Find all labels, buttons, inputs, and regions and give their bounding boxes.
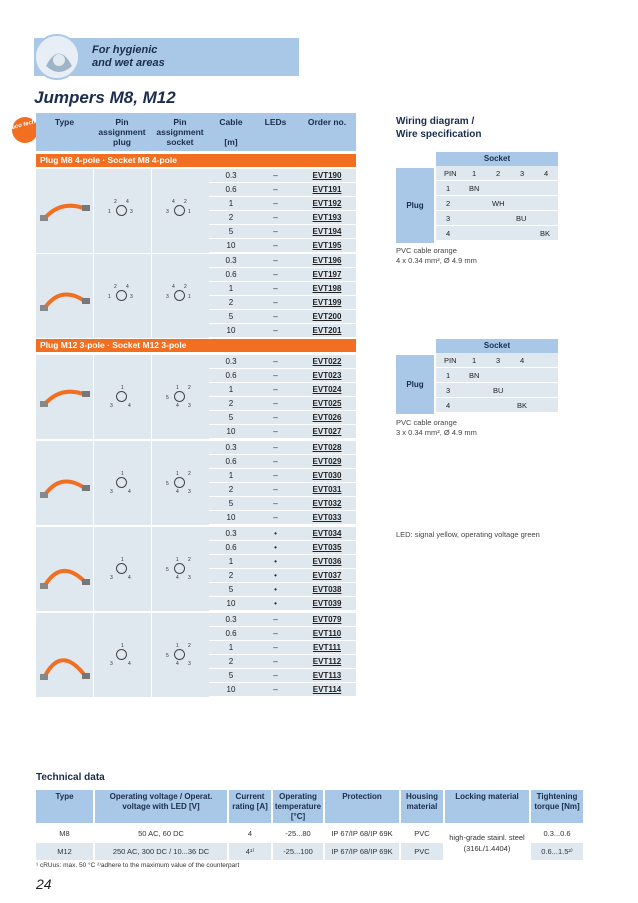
pin-number: 1 bbox=[188, 294, 191, 300]
order-number[interactable]: EVT027 bbox=[312, 427, 342, 436]
table-row bbox=[209, 355, 356, 369]
table-row bbox=[209, 683, 356, 697]
cable-length: 10 bbox=[226, 427, 236, 436]
pin-socket-diagram bbox=[152, 355, 209, 439]
pin-socket-diagram bbox=[152, 441, 209, 525]
pin-number: 3 bbox=[130, 209, 133, 215]
cable-image bbox=[36, 169, 93, 253]
pin-socket-diagram bbox=[152, 169, 209, 253]
cable-length: 0.6 bbox=[225, 457, 237, 466]
table-row bbox=[209, 411, 356, 425]
table-row bbox=[209, 597, 356, 611]
connector-face-icon bbox=[116, 649, 127, 660]
cable-length: 0.3 bbox=[225, 256, 237, 265]
cable-image bbox=[36, 613, 93, 697]
table-row bbox=[209, 527, 356, 541]
led-indicator: – bbox=[273, 685, 278, 694]
tech-header: Tightening torque [Nm] bbox=[531, 790, 583, 823]
led-indicator: – bbox=[273, 284, 278, 293]
cable-length: 0.6 bbox=[225, 185, 237, 194]
pin-number: 5 bbox=[166, 481, 169, 487]
pin-number: 2 bbox=[188, 643, 191, 649]
tech-cell: -25...100 bbox=[273, 843, 323, 860]
order-number[interactable]: EVT022 bbox=[312, 357, 342, 366]
led-indicator: – bbox=[273, 399, 278, 408]
table-row bbox=[209, 669, 356, 683]
pin-number: 2 bbox=[114, 284, 117, 290]
led-indicator: – bbox=[273, 213, 278, 222]
led-indicator: – bbox=[273, 185, 278, 194]
order-number[interactable]: EVT079 bbox=[312, 615, 342, 624]
pin-number: 4 bbox=[176, 661, 179, 667]
led-indicator: – bbox=[273, 485, 278, 494]
pin-number: 1 bbox=[121, 557, 124, 563]
tech-cell: IP 67/IP 68/IP 69K bbox=[325, 825, 399, 842]
connector-face-icon bbox=[174, 563, 185, 574]
cable-length: 1 bbox=[228, 199, 234, 208]
pin-number: 1 bbox=[176, 557, 179, 563]
connector-face-icon bbox=[116, 290, 127, 301]
cable-image bbox=[36, 441, 93, 525]
order-number[interactable]: EVT023 bbox=[312, 371, 342, 380]
cable-length: 0.6 bbox=[225, 371, 237, 380]
order-number[interactable]: EVT024 bbox=[312, 385, 342, 394]
pin-number: 1 bbox=[176, 643, 179, 649]
pin-number: 3 bbox=[166, 209, 169, 215]
pin-number: 3 bbox=[188, 403, 191, 409]
tech-header: Current rating [A] bbox=[229, 790, 271, 823]
table-row bbox=[209, 469, 356, 483]
cable-image bbox=[36, 355, 93, 439]
led-indicator: – bbox=[273, 671, 278, 680]
pin-number: 3 bbox=[188, 575, 191, 581]
order-number[interactable]: EVT036 bbox=[312, 557, 342, 566]
cable-length: 10 bbox=[226, 599, 236, 608]
pin-number: 4 bbox=[172, 284, 175, 290]
cable-length: 5 bbox=[228, 227, 234, 236]
order-number[interactable]: EVT030 bbox=[312, 471, 342, 480]
product-group bbox=[36, 254, 356, 339]
led-indicator: • bbox=[274, 585, 277, 594]
pin-number: 5 bbox=[166, 567, 169, 573]
cable-length: 2 bbox=[228, 298, 234, 307]
tech-header: Type bbox=[36, 790, 93, 823]
tech-cell: 50 AC, 60 DC bbox=[95, 825, 227, 842]
cable-length: 1 bbox=[228, 284, 234, 293]
order-number[interactable]: EVT039 bbox=[312, 599, 342, 608]
table-row bbox=[209, 268, 356, 282]
led-indicator: • bbox=[274, 557, 277, 566]
table-row bbox=[209, 282, 356, 296]
connector-face-icon bbox=[174, 391, 185, 402]
cable-length: 10 bbox=[226, 685, 236, 694]
page-title: Jumpers M8, M12 bbox=[34, 88, 176, 107]
table-row bbox=[209, 569, 356, 583]
connector-face-icon bbox=[116, 205, 127, 216]
cable-length: 2 bbox=[228, 485, 234, 494]
led-indicator: – bbox=[273, 471, 278, 480]
cable-length: 2 bbox=[228, 657, 234, 666]
pin-number: 1 bbox=[121, 471, 124, 477]
led-indicator: – bbox=[273, 513, 278, 522]
product-group bbox=[36, 169, 356, 254]
order-number[interactable]: EVT193 bbox=[312, 213, 342, 222]
table-row bbox=[209, 169, 356, 183]
led-indicator: – bbox=[273, 385, 278, 394]
cable-length: 2 bbox=[228, 571, 234, 580]
product-table-header: Type Pin assignment plug Pin assignment socket Cable [m] LEDs Order no. bbox=[36, 113, 356, 151]
led-indicator: – bbox=[273, 499, 278, 508]
section-header: Plug M12 3-pole · Socket M12 3-pole bbox=[36, 339, 356, 352]
tech-cell: 4 bbox=[229, 825, 271, 842]
wiring-table-m8: Socket Plug PIN 1 2 3 4 1 BN 2 WH 3 BU 4 BK bbox=[396, 152, 558, 241]
order-number[interactable]: EVT196 bbox=[312, 256, 342, 265]
tech-cell: 0.6...1.5²⁾ bbox=[531, 843, 583, 860]
cable-length: 0.3 bbox=[225, 443, 237, 452]
table-row bbox=[209, 541, 356, 555]
pin-number: 2 bbox=[188, 557, 191, 563]
cable-length: 5 bbox=[228, 671, 234, 680]
order-number[interactable]: EVT033 bbox=[312, 513, 342, 522]
pin-number: 2 bbox=[184, 199, 187, 205]
order-number[interactable]: EVT031 bbox=[312, 485, 342, 494]
pin-plug-diagram bbox=[94, 254, 151, 338]
cable-image bbox=[36, 254, 93, 338]
wiring-title: Wiring diagram / Wire specification bbox=[396, 116, 482, 140]
product-group bbox=[36, 527, 356, 612]
pin-number: 4 bbox=[126, 284, 129, 290]
technical-data-title: Technical data bbox=[36, 772, 105, 783]
pin-socket-diagram bbox=[152, 613, 209, 697]
led-indicator: – bbox=[273, 256, 278, 265]
table-row bbox=[209, 225, 356, 239]
order-number[interactable]: EVT035 bbox=[312, 543, 342, 552]
pin-plug-diagram bbox=[94, 527, 151, 611]
table-row bbox=[209, 511, 356, 525]
pin-number: 2 bbox=[188, 471, 191, 477]
led-indicator: – bbox=[273, 427, 278, 436]
pin-number: 3 bbox=[110, 575, 113, 581]
pin-number: 4 bbox=[172, 199, 175, 205]
led-indicator: – bbox=[273, 615, 278, 624]
cable-length: 1 bbox=[228, 471, 234, 480]
cable-length: 5 bbox=[228, 413, 234, 422]
pin-number: 2 bbox=[188, 385, 191, 391]
locking-material: high-grade stainl. steel (316L/1.4404) bbox=[445, 825, 529, 860]
order-number[interactable]: EVT114 bbox=[312, 685, 342, 694]
connector-face-icon bbox=[174, 477, 185, 488]
connector-face-icon bbox=[116, 477, 127, 488]
tech-cell: M8 bbox=[36, 825, 93, 842]
table-row bbox=[209, 211, 356, 225]
order-number[interactable]: EVT032 bbox=[312, 499, 342, 508]
table-row bbox=[209, 383, 356, 397]
cable-length: 0.6 bbox=[225, 629, 237, 638]
order-number[interactable]: EVT038 bbox=[312, 585, 342, 594]
tech-header: Operating voltage / Operat. voltage with LED [V] bbox=[95, 790, 227, 823]
order-number[interactable]: EVT190 bbox=[312, 171, 342, 180]
led-indicator: – bbox=[273, 413, 278, 422]
table-row bbox=[209, 483, 356, 497]
pin-number: 1 bbox=[108, 294, 111, 300]
water-drop-icon bbox=[34, 34, 80, 80]
tech-cell: 0.3...0.6 bbox=[531, 825, 583, 842]
led-indicator: – bbox=[273, 199, 278, 208]
table-row bbox=[209, 197, 356, 211]
table-row bbox=[209, 425, 356, 439]
cable-length: 1 bbox=[228, 385, 234, 394]
product-group bbox=[36, 355, 356, 440]
led-indicator: – bbox=[273, 457, 278, 466]
cable-length: 5 bbox=[228, 499, 234, 508]
connector-face-icon bbox=[174, 205, 185, 216]
led-indicator: – bbox=[273, 643, 278, 652]
table-row bbox=[209, 397, 356, 411]
pin-number: 3 bbox=[166, 294, 169, 300]
led-indicator: – bbox=[273, 270, 278, 279]
table-row bbox=[209, 455, 356, 469]
pin-number: 4 bbox=[128, 403, 131, 409]
pin-number: 3 bbox=[110, 489, 113, 495]
pin-number: 5 bbox=[166, 395, 169, 401]
table-row bbox=[209, 627, 356, 641]
order-number[interactable]: EVT201 bbox=[312, 326, 342, 335]
pin-number: 4 bbox=[176, 489, 179, 495]
cable-note-m12: PVC cable orange 3 x 0.34 mm², Ø 4.9 mm bbox=[396, 418, 477, 437]
order-number[interactable]: EVT200 bbox=[312, 312, 342, 321]
led-indicator: – bbox=[273, 298, 278, 307]
led-indicator: – bbox=[273, 357, 278, 366]
pin-number: 3 bbox=[130, 294, 133, 300]
order-number[interactable]: EVT195 bbox=[312, 241, 342, 250]
cable-length: 0.6 bbox=[225, 270, 237, 279]
table-row bbox=[209, 183, 356, 197]
order-number[interactable]: EVT198 bbox=[312, 284, 342, 293]
tech-header: Locking material bbox=[445, 790, 529, 823]
order-number[interactable]: EVT199 bbox=[312, 298, 342, 307]
cable-length: 0.6 bbox=[225, 543, 237, 552]
order-number[interactable]: EVT194 bbox=[312, 227, 342, 236]
table-row bbox=[209, 497, 356, 511]
table-row bbox=[209, 613, 356, 627]
table-row bbox=[209, 254, 356, 268]
pin-number: 1 bbox=[176, 471, 179, 477]
connector-face-icon bbox=[116, 563, 127, 574]
order-number[interactable]: EVT191 bbox=[312, 185, 342, 194]
pin-plug-diagram bbox=[94, 355, 151, 439]
table-row bbox=[209, 239, 356, 253]
cable-note-m8: PVC cable orange 4 x 0.34 mm², Ø 4.9 mm bbox=[396, 246, 477, 265]
led-indicator: – bbox=[273, 657, 278, 666]
table-row bbox=[209, 555, 356, 569]
cable-image bbox=[36, 527, 93, 611]
led-indicator: – bbox=[273, 629, 278, 638]
led-indicator: – bbox=[273, 312, 278, 321]
pin-number: 1 bbox=[121, 643, 124, 649]
led-indicator: – bbox=[273, 171, 278, 180]
tech-cell: PVC bbox=[401, 825, 443, 842]
pin-number: 1 bbox=[188, 209, 191, 215]
tech-header: Housing material bbox=[401, 790, 443, 823]
table-row bbox=[209, 655, 356, 669]
pin-number: 4 bbox=[176, 575, 179, 581]
led-indicator: – bbox=[273, 241, 278, 250]
eco-tech-badge: eco tech bbox=[9, 114, 41, 146]
order-number[interactable]: EVT197 bbox=[312, 270, 342, 279]
tech-cell: M12 bbox=[36, 843, 93, 860]
table-row bbox=[209, 296, 356, 310]
led-indicator: • bbox=[274, 543, 277, 552]
led-indicator: • bbox=[274, 529, 277, 538]
connector-face-icon bbox=[174, 649, 185, 660]
order-number[interactable]: EVT026 bbox=[312, 413, 342, 422]
tech-cell: -25...80 bbox=[273, 825, 323, 842]
pin-number: 5 bbox=[166, 653, 169, 659]
tech-cell: IP 67/IP 68/IP 69K bbox=[325, 843, 399, 860]
pin-number: 3 bbox=[110, 403, 113, 409]
order-number[interactable]: EVT111 bbox=[312, 643, 342, 652]
order-number[interactable]: EVT037 bbox=[312, 571, 342, 580]
cable-length: 1 bbox=[228, 557, 234, 566]
led-indicator: – bbox=[273, 443, 278, 452]
cable-length: 0.3 bbox=[225, 171, 237, 180]
cable-length: 5 bbox=[228, 312, 234, 321]
cable-length: 5 bbox=[228, 585, 234, 594]
pin-socket-diagram bbox=[152, 527, 209, 611]
pin-number: 4 bbox=[128, 575, 131, 581]
section-header: Plug M8 4-pole · Socket M8 4-pole bbox=[36, 154, 356, 167]
pin-number: 1 bbox=[108, 209, 111, 215]
pin-number: 2 bbox=[184, 284, 187, 290]
order-number[interactable]: EVT192 bbox=[312, 199, 342, 208]
table-row bbox=[209, 641, 356, 655]
table-row bbox=[209, 583, 356, 597]
table-row bbox=[209, 324, 356, 338]
tech-cell: 250 AC, 300 DC / 10...36 DC bbox=[95, 843, 227, 860]
table-row bbox=[209, 310, 356, 324]
led-indicator: – bbox=[273, 371, 278, 380]
pin-number: 1 bbox=[176, 385, 179, 391]
product-group bbox=[36, 441, 356, 526]
led-indicator: • bbox=[274, 599, 277, 608]
cable-length: 0.3 bbox=[225, 357, 237, 366]
order-number[interactable]: EVT025 bbox=[312, 399, 342, 408]
cable-length: 0.3 bbox=[225, 529, 237, 538]
cable-length: 2 bbox=[228, 399, 234, 408]
cable-length: 0.3 bbox=[225, 615, 237, 624]
pin-plug-diagram bbox=[94, 441, 151, 525]
order-number[interactable]: EVT034 bbox=[312, 529, 342, 538]
cable-length: 10 bbox=[226, 326, 236, 335]
order-number[interactable]: EVT028 bbox=[312, 443, 342, 452]
pin-number: 3 bbox=[188, 489, 191, 495]
led-indicator: – bbox=[273, 326, 278, 335]
connector-face-icon bbox=[116, 391, 127, 402]
footnote: ¹ cRUus: max. 50 °C ²⁾adhere to the maximum value of the counterpart bbox=[36, 862, 240, 869]
tech-header: Protection bbox=[325, 790, 399, 823]
table-row bbox=[209, 441, 356, 455]
wiring-table-m12: Socket Plug PIN 1 3 4 1 BN 3 BU 4 BK bbox=[396, 339, 558, 413]
page-number: 24 bbox=[36, 876, 52, 892]
cable-length: 1 bbox=[228, 643, 234, 652]
banner-text: For hygienic and wet areas bbox=[92, 44, 165, 69]
order-number[interactable]: EVT113 bbox=[312, 671, 342, 680]
pin-number: 3 bbox=[110, 661, 113, 667]
tech-cell: PVC bbox=[401, 843, 443, 860]
order-number[interactable]: EVT112 bbox=[312, 657, 342, 666]
pin-socket-diagram bbox=[152, 254, 209, 338]
table-row bbox=[209, 369, 356, 383]
pin-plug-diagram bbox=[94, 613, 151, 697]
led-note: LED: signal yellow, operating voltage green bbox=[396, 530, 540, 539]
pin-number: 4 bbox=[128, 489, 131, 495]
cable-length: 2 bbox=[228, 213, 234, 222]
led-indicator: – bbox=[273, 227, 278, 236]
pin-number: 3 bbox=[188, 661, 191, 667]
product-group bbox=[36, 613, 356, 698]
tech-cell: 4¹⁾ bbox=[229, 843, 271, 860]
pin-number: 2 bbox=[114, 199, 117, 205]
pin-number: 4 bbox=[126, 199, 129, 205]
pin-number: 1 bbox=[121, 385, 124, 391]
cable-length: 10 bbox=[226, 513, 236, 522]
connector-face-icon bbox=[174, 290, 185, 301]
tech-header: Operating temperature [°C] bbox=[274, 792, 322, 821]
pin-number: 4 bbox=[128, 661, 131, 667]
order-number[interactable]: EVT110 bbox=[312, 629, 342, 638]
pin-number: 4 bbox=[176, 403, 179, 409]
led-indicator: • bbox=[274, 571, 277, 580]
order-number[interactable]: EVT029 bbox=[312, 457, 342, 466]
cable-length: 10 bbox=[226, 241, 236, 250]
pin-plug-diagram bbox=[94, 169, 151, 253]
